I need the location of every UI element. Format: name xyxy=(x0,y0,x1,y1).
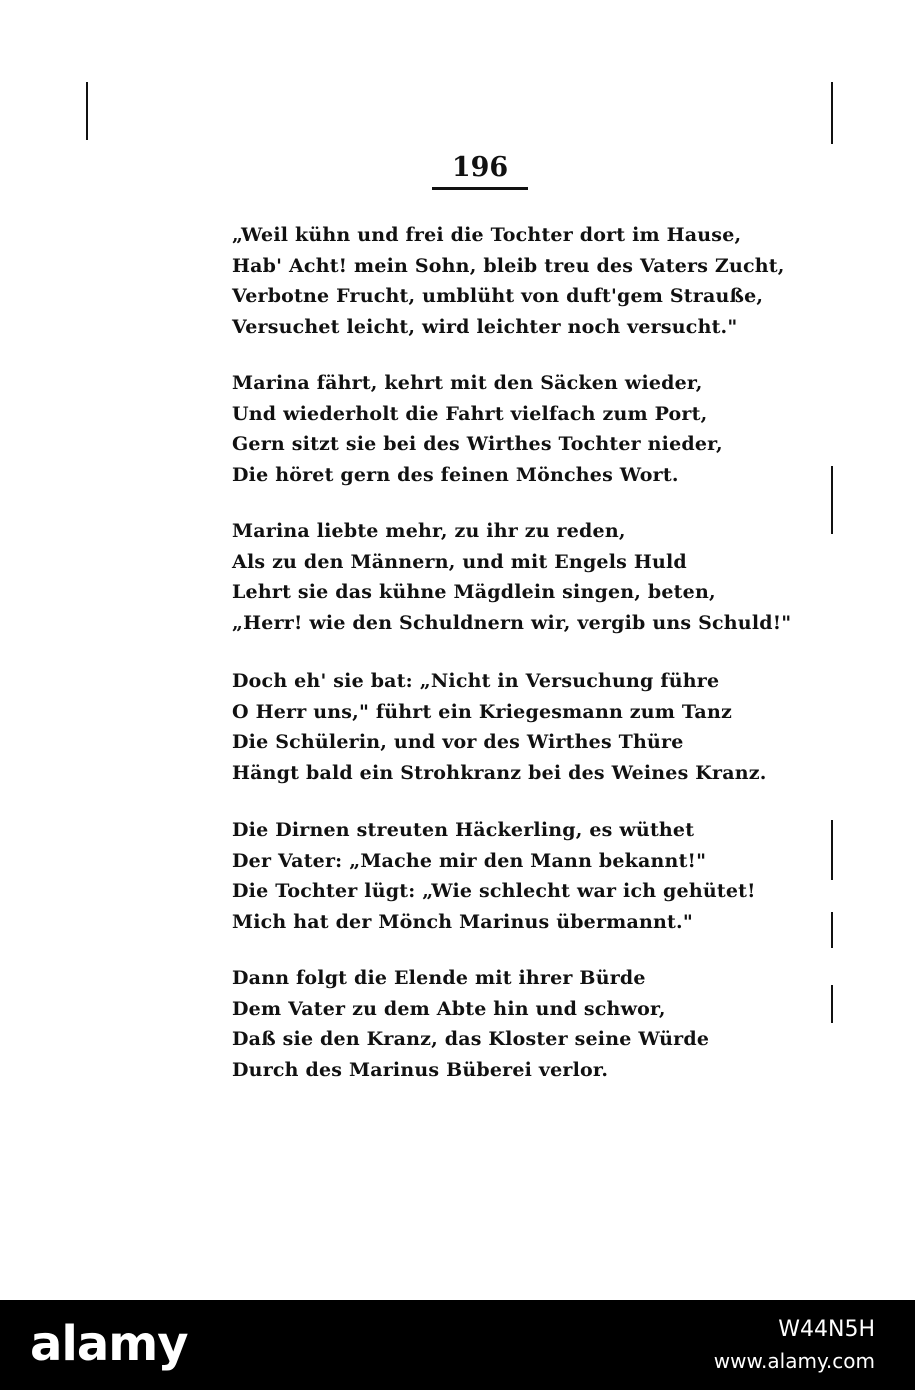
stanza-5 xyxy=(232,815,756,937)
verse-line: Versuchet leicht, wird leichter noch versucht." xyxy=(232,315,738,338)
verse-line: Hab' Acht! mein Sohn, bleib treu des Vaters Zucht, xyxy=(232,254,785,277)
verse-line: Die höret gern des feinen Mönches Wort. xyxy=(232,463,679,486)
verse-line: Die Dirnen streuten Häckerling, es wüthet xyxy=(232,819,695,841)
alamy-logo: alamy xyxy=(30,1316,188,1372)
scan-edge-mark-left xyxy=(86,82,88,140)
stock-watermark-banner xyxy=(0,1300,915,1390)
verse-line: „Herr! wie den Schuldnern wir, vergib uns Schuld!" xyxy=(232,611,792,634)
scan-edge-mark-right-mid xyxy=(831,466,833,534)
verse-line: Hängt bald ein Strohkranz bei des Weines Kranz. xyxy=(232,761,767,784)
verse-line: Marina fährt, kehrt mit den Säcken wieder, xyxy=(232,372,703,394)
scan-edge-mark-right-bottom xyxy=(831,985,833,1023)
stanza-3 xyxy=(232,516,791,638)
verse-line: Die Schülerin, und vor des Wirthes Thüre xyxy=(232,731,684,753)
verse-line: Mich hat der Mönch Marinus übermannt." xyxy=(232,910,693,933)
verse-line: Als zu den Männern, und mit Engels Huld xyxy=(232,550,687,573)
verse-line: O Herr uns," führt ein Kriegesmann zum Tanz xyxy=(232,700,732,723)
verse-line: „Weil kühn und frei die Tochter dort im Hause, xyxy=(232,224,742,246)
header-rule xyxy=(432,187,528,190)
verse-line: Der Vater: „Mache mir den Mann bekannt!" xyxy=(232,849,707,872)
verse-line: Marina liebte mehr, zu ihr zu reden, xyxy=(232,520,626,542)
stanza-6 xyxy=(232,963,709,1085)
verse-line: Dem Vater zu dem Abte hin und schwor, xyxy=(232,997,666,1020)
verse-line: Durch des Marinus Büberei verlor. xyxy=(232,1058,609,1081)
stanza-1 xyxy=(232,220,785,342)
scan-edge-mark-right-low xyxy=(831,820,833,880)
image-id: W44N5H xyxy=(778,1317,875,1342)
scan-edge-mark-right-top xyxy=(831,82,833,144)
scan-edge-mark-right-low2 xyxy=(831,912,833,948)
verse-line: Gern sitzt sie bei des Wirthes Tochter nieder, xyxy=(232,433,723,455)
stanza-4 xyxy=(232,666,767,788)
verse-line: Und wiederholt die Fahrt vielfach zum Port, xyxy=(232,402,708,425)
verse-line: Lehrt sie das kühne Mägdlein singen, beten, xyxy=(232,581,716,603)
verse-line: Verbotne Frucht, umblüht von duft'gem Strauße, xyxy=(232,285,764,307)
site-url: www.alamy.com xyxy=(713,1349,875,1373)
stanza-2 xyxy=(232,368,723,490)
verse-line: Die Tochter lügt: „Wie schlecht war ich gehütet! xyxy=(232,880,756,902)
page-number: 196 xyxy=(451,152,509,183)
verse-line: Daß sie den Kranz, das Kloster seine Würde xyxy=(232,1028,710,1050)
verse-line: Doch eh' sie bat: „Nicht in Versuchung führe xyxy=(232,670,720,692)
verse-line: Dann folgt die Elende mit ihrer Bürde xyxy=(232,967,646,989)
